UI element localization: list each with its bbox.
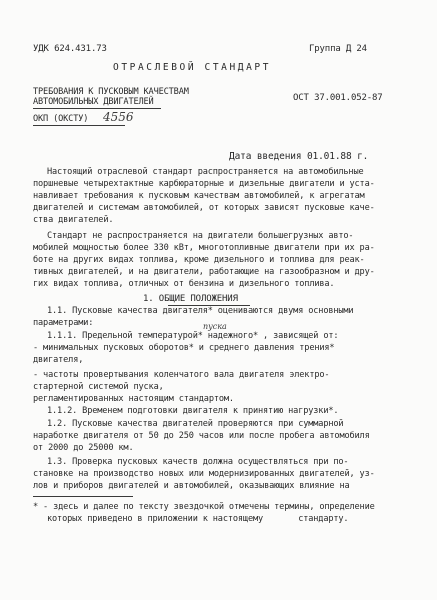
- title-line-2: АВТОМОБИЛЬНЫХ ДВИГАТЕЛЕЙ: [33, 97, 154, 107]
- intro-line: навливает требования к пусковым качествам автомобилей, к агрегатам: [33, 191, 365, 201]
- paragraph-1-2: от 2000 до 25000 км.: [33, 443, 134, 453]
- paragraph-1-2: наработке двигателя от 50 до 250 часов или после пробега автомобиля: [33, 431, 370, 441]
- paragraph-1-1: параметрами:: [33, 318, 94, 328]
- paragraph-1-1-1-item: регламентированных настоящим стандартом.: [33, 394, 234, 404]
- handwritten-insert: пуска: [203, 322, 227, 331]
- paragraph-1-1-1: 1.1.1. Предельной температурой* надежного* , зависящей от:: [47, 331, 339, 341]
- paragraph-1-1-1-item: - минимальных пусковых оборотов* и среднего давления трения*: [33, 343, 335, 353]
- intro-line: ства двигателей.: [33, 215, 114, 225]
- scope-line: Стандарт не распространяется на двигатели большегрузных авто-: [47, 231, 354, 241]
- title-underline: [33, 108, 161, 109]
- paragraph-1-1-1-item: стартерной системой пуска,: [33, 382, 164, 392]
- footnote-separator: [33, 496, 133, 497]
- okp-underline: [33, 125, 125, 126]
- group-code: Группа Д 24: [309, 44, 367, 54]
- intro-line: Настоящий отраслевой стандарт распространяется на автомобильные: [47, 167, 364, 177]
- okp-handwritten-code: 4556: [103, 110, 134, 124]
- effective-date: Дата введения 01.01.88 г.: [229, 151, 369, 162]
- standard-designation: ОСТ 37.001.052-87: [293, 93, 383, 103]
- scope-line: мобилей мощностью более 330 кВт, многотопливные двигатели при их ра-: [33, 243, 375, 253]
- paragraph-1-2: 1.2. Пусковые качества двигателей проверяются при суммарной: [47, 419, 344, 429]
- intro-line: поршневые четырехтактные карбюраторные и дизельные двигатели и уста-: [33, 179, 375, 189]
- title-line-1: ТРЕБОВАНИЯ К ПУСКОВЫМ КАЧЕСТВАМ: [33, 87, 189, 97]
- paragraph-1-1-1-item: - частоты провертывания коленчатого вала двигателя электро-: [33, 370, 330, 380]
- paragraph-1-1-2: 1.1.2. Временем подготовки двигателя к принятию нагрузки*.: [47, 406, 339, 416]
- paragraph-1-3: лов и приборов двигателей и автомобилей, оказывающих влияние на: [33, 481, 350, 491]
- okp-label: ОКП (ОКСТУ): [33, 114, 89, 124]
- scope-line: гих видах топлива, отличных от бензина и дизельного топлива.: [33, 279, 335, 289]
- footnote-line: которых приведено в приложении к настоящему стандарту.: [47, 514, 349, 524]
- scope-line: тивных двигателей, и на двигатели, работающие на газообразном и дру-: [33, 267, 375, 277]
- intro-line: двигателей и системам автомобилей, от которых зависят пусковые каче-: [33, 203, 375, 213]
- paragraph-1-3: 1.3. Проверка пусковых качеств должна осуществляться при по-: [47, 457, 349, 467]
- paragraph-1-1: 1.1. Пусковые качества двигателя* оцениваются двумя основными: [47, 306, 354, 316]
- paragraph-1-1-1-item: двигателя,: [33, 355, 84, 365]
- section-1-heading: 1. ОБЩИЕ ПОЛОЖЕНИЯ: [143, 294, 238, 304]
- footnote-line: * - здесь и далее по тексту звездочкой отмечены термины, определение: [33, 502, 375, 512]
- udk-code: УДК 624.431.73: [33, 44, 107, 54]
- paragraph-1-3: становке на производство новых или модернизированных двигателей, уз-: [33, 469, 375, 479]
- standard-type-heading: ОТРАСЛЕВОЙ СТАНДАРТ: [113, 62, 272, 73]
- scope-line: боте на других видах топлива, кроме дизельного и топлива для реак-: [33, 255, 365, 265]
